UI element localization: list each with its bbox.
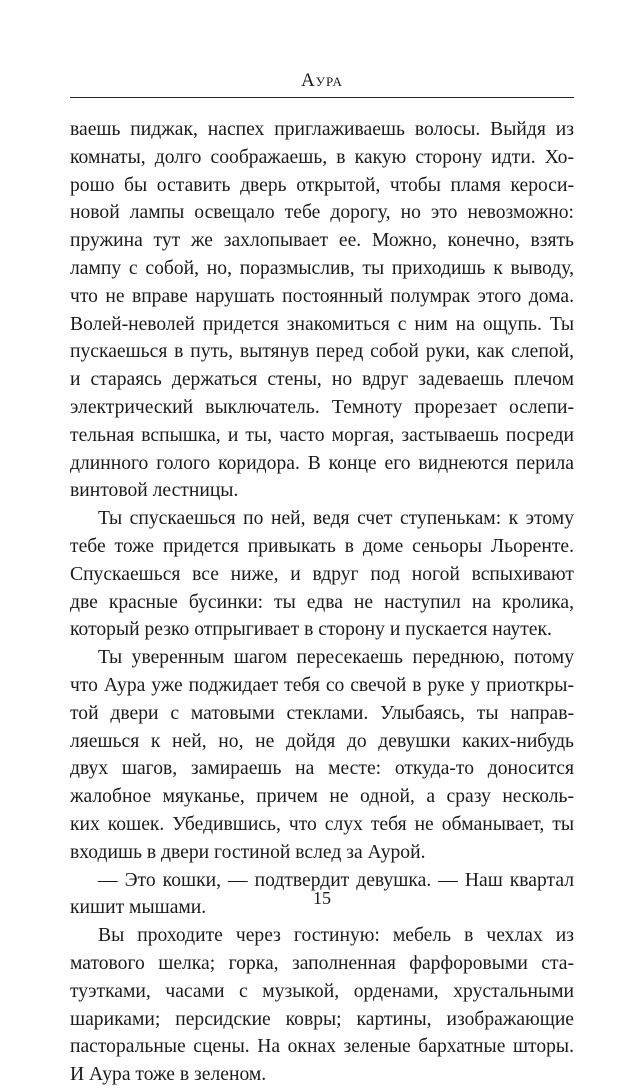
text-line: Ты уверенным шагом пересекаешь переднюю, потому [98, 647, 574, 669]
text-line: тельная вспышка, и ты, часто моргая, застываешь посреди [70, 424, 574, 446]
text-line: комнаты, долго соображаешь, в какую сторону идти. Хо- [70, 146, 574, 168]
text-line: — Это кошки, — подтвердит девушка. — Наш квартал [98, 869, 574, 891]
body-text [70, 116, 574, 1089]
running-head: Аура [301, 70, 343, 91]
text-line: что не вправе нарушать постоянный полумрак этого дома. [70, 285, 574, 307]
text-line: матового шелка; горка, заполненная фарфоровыми ста- [70, 952, 574, 974]
text-line: той двери с матовыми стеклами. Улыбаясь, ты направ- [70, 702, 574, 724]
text-line: Вы проходите через гостиную: мебель в чехлах из [98, 925, 574, 947]
text-line: кишит мышами. [70, 897, 207, 919]
text-line: рошо бы оставить дверь открытой, чтобы пламя кероси- [70, 174, 574, 196]
text-line: электрический выключатель. Темноту прорезает ослепи- [70, 396, 574, 418]
text-line: и стараясь держаться стены, но вдруг задеваешь плечом [70, 369, 574, 391]
text-line: который резко отпрыгивает в сторону и пускается наутек. [70, 619, 552, 641]
text-line: ких кошек. Убедившись, что слух тебя не обманывает, ты [70, 813, 574, 835]
header-rule [70, 97, 574, 98]
text-line: винтовой лестницы. [70, 480, 239, 502]
text-line: двух шагов, замираешь на месте: откуда-то доносится [70, 758, 574, 780]
text-line: входишь в двери гостиной вслед за Аурой. [70, 841, 426, 863]
text-line: лампу с собой, но, поразмыслив, ты приходишь к выводу, [70, 257, 574, 279]
text-line: ляешься к ней, но, не дойдя до девушки каких-нибудь [70, 730, 574, 752]
text-line: длинного голого коридора. В конце его виднеются перила [70, 452, 574, 474]
text-line: тебе тоже придется привыкать в доме сеньоры Льоренте. [70, 535, 574, 557]
text-line: две красные бусинки: ты едва не наступил на кролика, [70, 591, 574, 613]
page-number: 15 [313, 888, 331, 908]
text-line: туэтками, часами с музыкой, орденами, хрустальными [70, 980, 574, 1002]
text-line: пускаешься в путь, вытянув перед собой руки, как слепой, [70, 341, 574, 363]
text-line: что Аура уже поджидает тебя со свечой в руке у приоткры- [70, 674, 574, 696]
text-line: новой лампы освещало тебе дорогу, но это невозможно: [70, 202, 574, 224]
text-line: Волей-неволей придется знакомиться с ним на ощупь. Ты [70, 313, 574, 335]
text-line: шариками; персидские ковры; картины, изображающие [70, 1008, 574, 1030]
text-line: Ты спускаешься по ней, ведя счет ступенькам: к этому [98, 508, 574, 530]
text-line: И Аура тоже в зеленом. [70, 1064, 267, 1086]
text-line: пасторальные сцены. На окнах зеленые бархатные шторы. [70, 1036, 574, 1058]
text-line: ваешь пиджак, наспех приглаживаешь волосы. Выйдя из [70, 119, 574, 140]
text-line: пружина тут же захлопывает ее. Можно, конечно, взять [70, 230, 574, 252]
text-line: жалобное мяуканье, причем не одной, а сразу несколь- [70, 786, 574, 808]
text-line: Спускаешься все ниже, и вдруг под ногой вспыхивают [70, 563, 574, 585]
